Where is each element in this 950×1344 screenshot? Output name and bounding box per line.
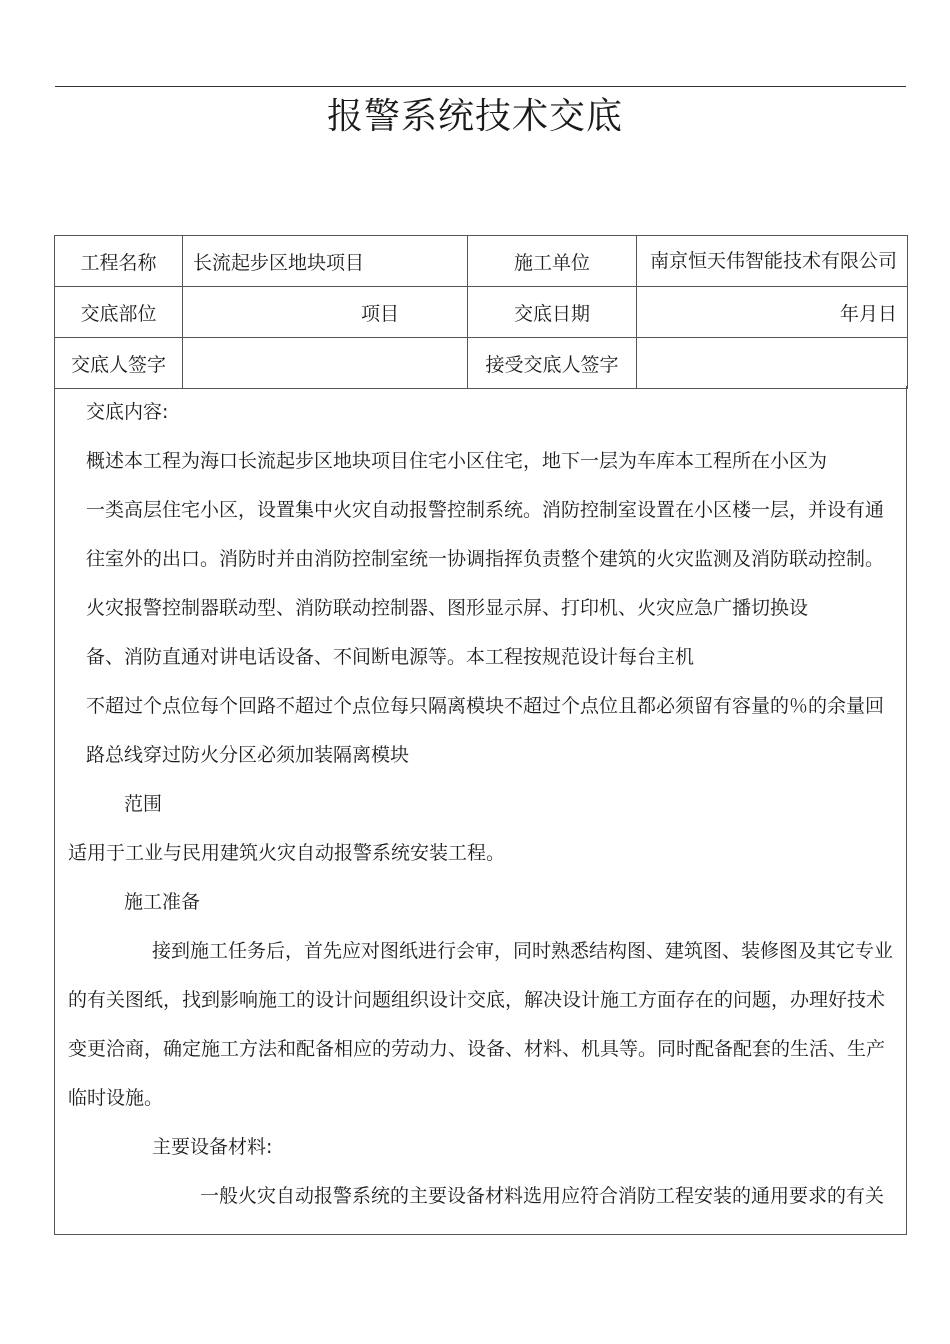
table-row bbox=[55, 236, 908, 287]
info-table bbox=[54, 235, 908, 389]
prep-line: 接到施工任务后，首先应对图纸进行会审，同时熟悉结构图、建筑图、装修图及其它专业 bbox=[152, 940, 894, 962]
overview-line: 一类高层住宅小区，设置集中火灾自动报警控制系统。消防控制室设置在小区楼一层，并设有通 bbox=[86, 499, 885, 521]
location-label: 交底部位 bbox=[55, 287, 183, 338]
receiver-sign-label: 接受交底人签字 bbox=[468, 338, 637, 389]
presenter-sign-value bbox=[183, 338, 468, 389]
presenter-sign-label: 交底人签字 bbox=[55, 338, 183, 389]
overview-line: 火灾报警控制器联动型、消防联动控制器、图形显示屏、打印机、火灾应急广播切换设 bbox=[86, 597, 809, 619]
prep-line: 临时设施。 bbox=[68, 1087, 164, 1109]
content-heading: 交底内容: bbox=[86, 401, 169, 423]
materials-text: 一般火灾自动报警系统的主要设备材料选用应符合消防工程安装的通用要求的有关 bbox=[200, 1185, 885, 1207]
overview-line: 不超过个点位每个回路不超过个点位每只隔离模块不超过个点位且都必须留有容量的％的余量回 bbox=[86, 695, 885, 717]
project-name-value: 长流起步区地块项目 bbox=[183, 236, 468, 287]
prep-line: 变更洽商，确定施工方法和配备相应的劳动力、设备、材料、机具等。同时配备配套的生活、生产 bbox=[68, 1038, 886, 1060]
overview-line: 概述本工程为海口长流起步区地块项目住宅小区住宅，地下一层为车库本工程所在小区为 bbox=[86, 450, 828, 472]
overview-line: 路总线穿过防火分区必须加装隔离模块 bbox=[86, 744, 410, 766]
prep-line: 的有关图纸，找到影响施工的设计问题组织设计交底，解决设计施工方面存在的问题，办理好技术 bbox=[68, 989, 886, 1011]
scope-heading: 范围 bbox=[124, 793, 163, 815]
overview-line: 备、消防直通对讲电话设备、不间断电源等。本工程按规范设计每台主机 bbox=[86, 646, 695, 668]
overview-line: 往室外的出口。消防时并由消防控制室统一协调指挥负责整个建筑的火灾监测及消防联动控制。 bbox=[86, 548, 885, 570]
location-value: 项目 bbox=[183, 287, 468, 338]
table-row bbox=[55, 287, 908, 338]
contractor-value: 南京恒天伟智能技术有限公司 bbox=[637, 236, 908, 287]
scope-text: 适用于工业与民用建筑火灾自动报警系统安装工程。 bbox=[68, 842, 506, 864]
document-title: 报警系统技术交底 bbox=[326, 96, 623, 137]
materials-heading: 主要设备材料: bbox=[152, 1136, 273, 1158]
date-value: 年月日 bbox=[637, 287, 908, 338]
table-row bbox=[55, 338, 908, 389]
receiver-sign-value bbox=[637, 338, 908, 389]
top-rule bbox=[55, 86, 906, 87]
project-name-label: 工程名称 bbox=[55, 236, 183, 287]
date-label: 交底日期 bbox=[468, 287, 637, 338]
prep-heading: 施工准备 bbox=[124, 891, 201, 913]
contractor-label: 施工单位 bbox=[468, 236, 637, 287]
